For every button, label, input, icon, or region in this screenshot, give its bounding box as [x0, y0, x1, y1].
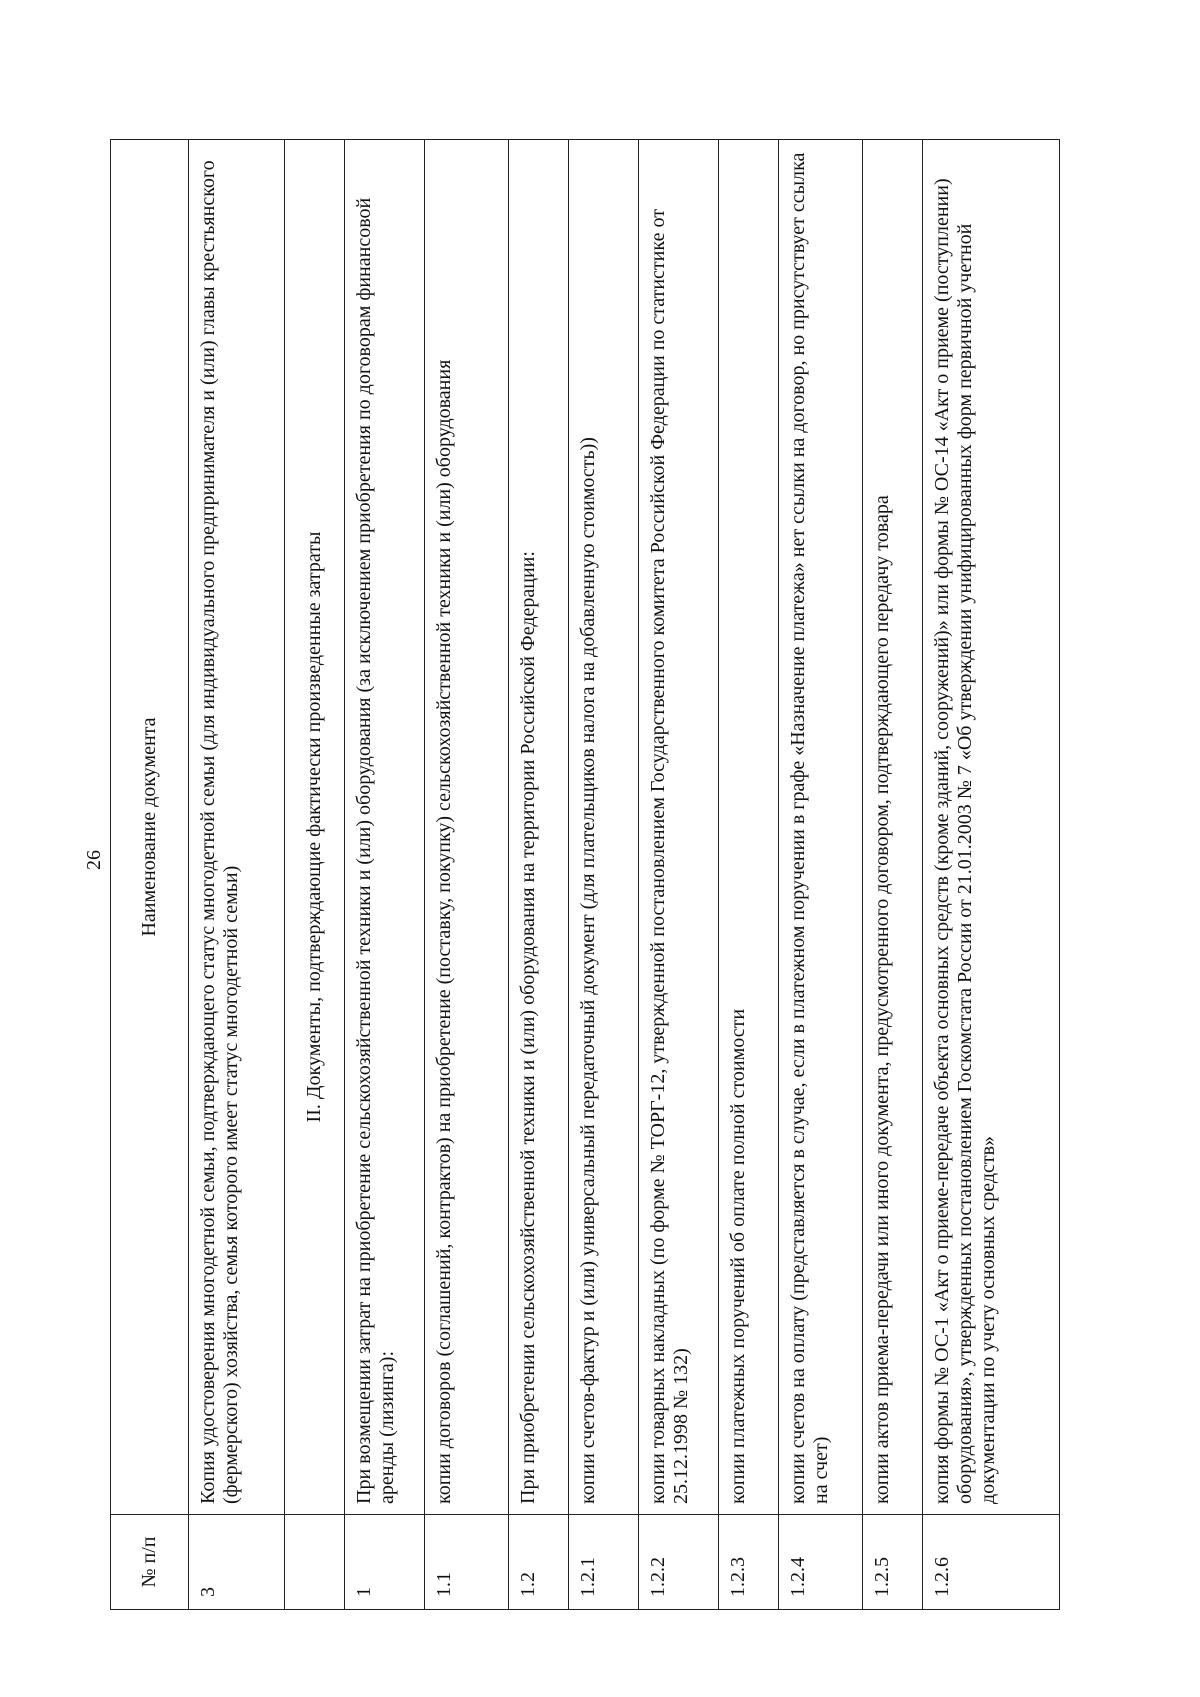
- table-row: [189, 140, 285, 1610]
- table-row: [719, 140, 779, 1610]
- table-row: [425, 140, 509, 1610]
- row-number: 1.2.4: [779, 1515, 863, 1610]
- row-document-name: Копия удостоверения многодетной семьи, подтверждающего статус многодетной семьи (для индивидуального предпринимателя и (или) главы крестьянского (фермерского) хозяйства, семья которого имеет статус многодетной семьи): [189, 140, 285, 1515]
- row-document-name: копии договоров (соглашений, контрактов) на приобретение (поставку, покупку) сельскохозяйственной техники и (или) оборудования: [425, 140, 509, 1515]
- row-number: 3: [189, 1515, 285, 1610]
- row-document-name: При возмещении затрат на приобретение сельскохозяйственной техники и (или) оборудования (за исключением приобретения по договорам финансовой аренды (лизинга):: [345, 140, 425, 1515]
- row-number: 1.2.2: [639, 1515, 719, 1610]
- rotated-page-content: [110, 140, 1060, 1610]
- table-row: [923, 140, 1060, 1610]
- row-number: 1.1: [425, 1515, 509, 1610]
- row-number: [285, 1515, 345, 1610]
- row-document-name: При приобретении сельскохозяйственной техники и (или) оборудования на территории Российской Федерации:: [509, 140, 569, 1515]
- row-document-name: копии товарных накладных (по форме № ТОРГ-12, утвержденной постановлением Государственного комитета Российской Федерации по статистике от 25.12.1998 № 132): [639, 140, 719, 1515]
- row-number: 1.2.5: [863, 1515, 923, 1610]
- row-document-name: копии актов приема-передачи или иного документа, предусмотренного договором, подтверждающего передачу товара: [863, 140, 923, 1515]
- row-number: 1.2.3: [719, 1515, 779, 1610]
- row-number: 1: [345, 1515, 425, 1610]
- row-document-name: копии платежных поручений об оплате полной стоимости: [719, 140, 779, 1515]
- section-title: II. Документы, подтверждающие фактически произведенные затраты: [285, 140, 345, 1515]
- table-row: [509, 140, 569, 1610]
- row-document-name: копии счетов-фактур и (или) универсальный передаточный документ (для плательщиков налога на добавленную стоимость)): [569, 140, 639, 1515]
- table-row: [345, 140, 425, 1610]
- row-document-name: копии счетов на оплату (представляется в случае, если в платежном поручении в графе «Назначение платежа» нет ссылки на договор, но присутствует ссылка на счет): [779, 140, 863, 1515]
- section-row: [285, 140, 345, 1610]
- table-row: [779, 140, 863, 1610]
- row-document-name: копия формы № ОС-1 «Акт о приеме-передаче объекта основных средств (кроме зданий, сооружений)» или формы № ОС-14 «Акт о приеме (поступлении) оборудования», утвержденных постановлением Госкомстата России от 21.01.2003 № 7 «Об утверждении унифицированных форм первичной учетной документации по учету основных средств»: [923, 140, 1060, 1515]
- table-row: [863, 140, 923, 1610]
- header-number-column: № п/п: [111, 1515, 189, 1610]
- row-number: 1.2.1: [569, 1515, 639, 1610]
- header-name-column: Наименование документа: [111, 140, 189, 1515]
- row-number: 1.2: [509, 1515, 569, 1610]
- page-number: 26: [83, 850, 105, 870]
- table-row: [569, 140, 639, 1610]
- table-row: [639, 140, 719, 1610]
- documents-table: [110, 139, 1060, 1610]
- table-header-row: [111, 140, 189, 1610]
- row-number: 1.2.6: [923, 1515, 1060, 1610]
